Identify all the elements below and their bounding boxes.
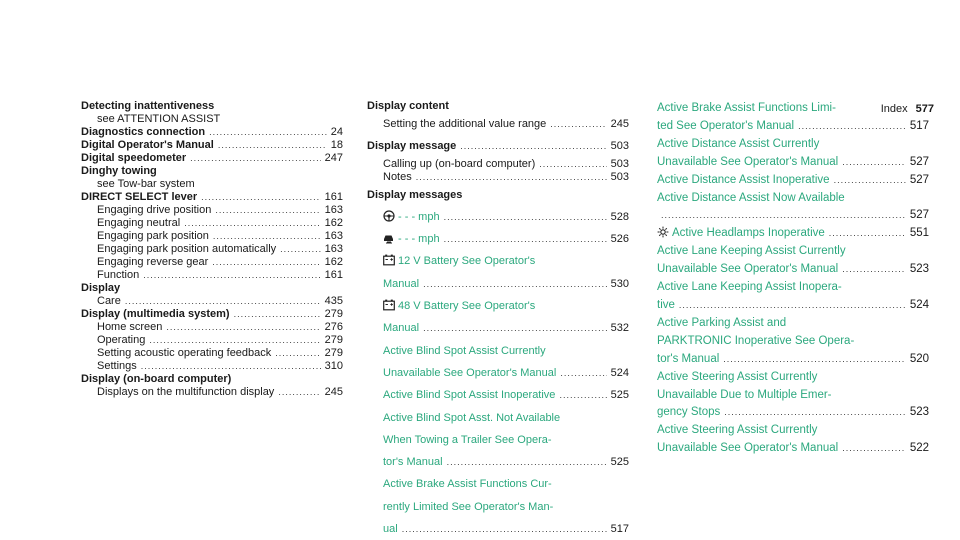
entry-link[interactable]: [657, 190, 845, 208]
entry-link[interactable]: [657, 118, 794, 136]
page-reference: 526: [610, 233, 629, 246]
entry-label: see Tow-bar system: [97, 178, 195, 190]
page-reference: 517: [610, 523, 629, 536]
entry-label: Setting the additional value range: [383, 118, 547, 130]
entry-label: When Towing a Trailer See Opera-: [383, 433, 552, 446]
entry-label: Unavailable Due to Multiple Emer-: [657, 388, 832, 401]
dot-leader: [234, 308, 321, 321]
entry-label: Active Blind Spot Asst. Not Available: [383, 411, 561, 424]
index-entry-setting-the-additional-value-range: [367, 113, 629, 135]
index-entry-12-v-battery-see-operator-s[interactable]: [367, 250, 629, 272]
entry-label: Active Lane Keeping Assist Inopera-: [657, 281, 842, 294]
index-entry-digital-speedometer: [81, 152, 343, 165]
entry-text: [367, 135, 456, 157]
index-entry-setting-acoustic-operating-feedback: [81, 347, 343, 360]
entry-label: gency Stops: [657, 406, 721, 419]
dot-leader: [447, 451, 607, 473]
page-reference: 245: [610, 118, 629, 130]
index-entry-display-message: [367, 135, 629, 157]
page-reference: 527: [909, 173, 929, 186]
entry-label: Manual: [383, 322, 420, 335]
dot-leader: [550, 113, 606, 135]
entry-link[interactable]: [383, 295, 535, 317]
page-reference: 520: [909, 352, 929, 365]
page-reference: 532: [610, 322, 629, 335]
entry-label: Unavailable See Operator's Manual: [657, 442, 839, 455]
page-reference: 525: [610, 389, 629, 402]
page-reference: 279: [324, 347, 343, 359]
index-entry-function: [81, 269, 343, 282]
dot-leader: [166, 321, 320, 334]
dot-leader: [834, 172, 906, 190]
entry-link[interactable]: [383, 340, 546, 362]
index-entry-engaging-reverse-gear: [81, 256, 343, 269]
entry-label: Unavailable See Operator's Manual: [383, 366, 557, 379]
entry-label: Diagnostics connection: [81, 126, 206, 138]
index-column-2: [367, 100, 629, 540]
headlamp-icon: [657, 226, 669, 238]
dot-leader: [842, 440, 906, 458]
dot-leader: [141, 360, 321, 373]
entry-link[interactable]: [657, 297, 675, 315]
entry-label: Engaging reverse gear: [97, 256, 209, 268]
battery-icon: [383, 297, 395, 309]
page-reference: 310: [324, 360, 343, 372]
dot-leader: [215, 204, 320, 217]
entry-text: [81, 152, 186, 165]
dot-leader: [416, 171, 607, 184]
entry-label: Displays on the multifunction display: [97, 386, 275, 398]
index-entry-ual[interactable]: [367, 518, 629, 540]
entry-text: [81, 165, 157, 178]
entry-text: [97, 321, 162, 334]
entry-text: [97, 269, 139, 282]
entry-label: Detecting inattentiveness: [81, 100, 215, 112]
entry-label: Dinghy towing: [81, 165, 157, 177]
index-entry-unavailable-see-operator-s-manual[interactable]: [367, 362, 629, 384]
entry-link[interactable]: [657, 172, 830, 190]
entry-text: [81, 126, 205, 139]
entry-label: Active Distance Assist Inoperative: [657, 173, 830, 186]
page-reference: 523: [909, 406, 929, 419]
entry-label: Active Headlamps Inoperative: [672, 227, 825, 240]
entry-link[interactable]: [383, 250, 535, 272]
page-reference: 517: [909, 119, 929, 132]
entry-text: [81, 373, 231, 386]
entry-label: Active Parking Assist and: [657, 316, 787, 329]
page-number: 577: [915, 103, 934, 115]
entry-link[interactable]: [657, 243, 846, 261]
index-entry-tive[interactable]: [657, 297, 929, 315]
entry-label: - - - mph: [398, 210, 440, 223]
steering-assist-icon: [383, 208, 395, 220]
entry-label: DIRECT SELECT lever: [81, 191, 198, 203]
entry-label: Unavailable See Operator's Manual: [657, 263, 839, 276]
index-entry-active-headlamps-inoperative[interactable]: [657, 225, 929, 243]
page-reference: 503: [610, 140, 629, 153]
entry-link[interactable]: [657, 369, 817, 387]
dot-leader: [213, 230, 321, 243]
entry-label: Active Brake Assist Functions Limi-: [657, 102, 836, 114]
index-entry-active-distance-assist-inoperative[interactable]: [657, 172, 929, 190]
distance-assist-icon: [383, 230, 395, 242]
entry-text: [97, 204, 211, 217]
dot-leader: [212, 256, 320, 269]
entry-link[interactable]: [657, 154, 838, 172]
index-entry-engaging-drive-position: [81, 204, 343, 217]
entry-label: Display (on-board computer): [81, 373, 232, 385]
dot-leader: [842, 154, 906, 172]
dot-leader: [444, 228, 607, 250]
dot-leader: [149, 334, 320, 347]
index-entry-display-content: [367, 100, 629, 113]
index-entry-active-distance-assist-currently[interactable]: [657, 136, 929, 154]
index-entry-parktronic-inoperative-see-opera[interactable]: [657, 333, 929, 351]
index-entry-blank: [657, 207, 929, 225]
page-reference: 163: [324, 204, 343, 216]
dot-leader: [842, 261, 906, 279]
entry-label: Display messages: [367, 188, 463, 201]
entry-link[interactable]: [383, 407, 560, 429]
page-reference: 279: [324, 334, 343, 346]
page-reference: 527: [909, 155, 929, 168]
index-entry-diagnostics-connection: [81, 126, 343, 139]
entry-text: [97, 386, 274, 399]
entry-label: rently Limited See Operator's Man-: [383, 500, 554, 513]
entry-label: PARKTRONIC Inoperative See Opera-: [657, 334, 855, 347]
entry-text: [97, 217, 180, 230]
entry-link[interactable]: [657, 351, 719, 369]
dot-leader: [125, 295, 321, 308]
entry-link[interactable]: [383, 317, 419, 339]
index-entry-mph[interactable]: [367, 228, 629, 250]
index-entry-operating: [81, 334, 343, 347]
index-entry-see-tow-bar-system: [81, 178, 343, 191]
index-entry-engaging-park-position-automatically: [81, 243, 343, 256]
index-entry-active-blind-spot-assist-inoperative[interactable]: [367, 384, 629, 406]
entry-text: [81, 308, 230, 321]
entry-link[interactable]: [383, 362, 556, 384]
dot-leader: [402, 518, 607, 540]
page-reference: 162: [324, 256, 343, 268]
dot-leader: [278, 386, 320, 399]
index-entry-gency-stops[interactable]: [657, 404, 929, 422]
index-entry-active-brake-assist-functions-cur[interactable]: [367, 473, 629, 495]
entry-label: 48 V Battery See Operator's: [398, 300, 536, 313]
page-reference: 523: [909, 263, 929, 276]
page-reference: 18: [330, 139, 343, 151]
page-reference: 503: [610, 170, 629, 183]
entry-label: Setting acoustic operating feedback: [97, 347, 272, 359]
index-entry-48-v-battery-see-operator-s[interactable]: [367, 295, 629, 317]
entry-label: Engaging drive position: [97, 204, 212, 216]
entry-text: [383, 113, 546, 135]
entry-text: [81, 100, 214, 113]
entry-label: Notes: [383, 170, 412, 183]
entry-label: Display message: [367, 140, 457, 153]
page-reference: 503: [610, 157, 629, 170]
page-reference: 24: [330, 126, 343, 138]
entry-text: [81, 282, 120, 295]
entry-link[interactable]: [383, 518, 398, 540]
index-entry-unavailable-due-to-multiple-emer[interactable]: [657, 387, 929, 405]
index-entry-active-distance-assist-now-available[interactable]: [657, 190, 929, 208]
entry-text: [383, 171, 412, 184]
index-entry-active-blind-spot-asst-not-available[interactable]: [367, 407, 629, 429]
index-entry-manual[interactable]: [367, 317, 629, 339]
index-entry-settings: [81, 360, 343, 373]
dot-leader: [444, 206, 607, 228]
index-entry-active-lane-keeping-assist-inopera[interactable]: [657, 279, 929, 297]
index-entry-display-multimedia-system: [81, 308, 343, 321]
entry-label: tive: [657, 298, 675, 311]
entry-link[interactable]: [657, 261, 838, 279]
index-entry-tor-s-manual[interactable]: [657, 351, 929, 369]
page-reference: 161: [324, 191, 343, 203]
page-reference: 163: [324, 230, 343, 242]
entry-label: see ATTENTION ASSIST: [97, 113, 221, 125]
entry-link[interactable]: [383, 451, 443, 473]
entry-link[interactable]: [383, 473, 552, 495]
entry-label: Active Brake Assist Functions Cur-: [383, 478, 552, 491]
dot-leader: [423, 273, 607, 295]
entry-link[interactable]: [657, 387, 832, 405]
page-reference: 551: [909, 227, 929, 240]
entry-label: Home screen: [97, 321, 163, 333]
index-entry-ted-see-operator-s-manual[interactable]: [657, 118, 929, 136]
entry-link[interactable]: [383, 273, 419, 295]
entry-label: Calling up (on-board computer): [383, 157, 536, 170]
entry-label: Care: [97, 295, 121, 307]
dot-leader: [724, 404, 906, 422]
index-entry-active-parking-assist-and[interactable]: [657, 315, 929, 333]
index-entry-rently-limited-see-operator-s-man[interactable]: [367, 496, 629, 518]
dot-leader: [423, 317, 607, 339]
index-entry-active-steering-assist-currently[interactable]: [657, 422, 929, 440]
entry-text: [97, 347, 271, 360]
entry-label: Active Steering Assist Currently: [657, 424, 818, 437]
entry-text: [97, 360, 137, 373]
index-entry-display-on-board-computer: [81, 373, 343, 386]
dot-leader: [184, 217, 320, 230]
dot-leader: [275, 347, 320, 360]
index-entry-display: [81, 282, 343, 295]
page-reference: 522: [909, 442, 929, 455]
entry-text: [97, 230, 209, 243]
index-entry-calling-up-on-board-computer: [367, 158, 629, 171]
entry-label: Display (multimedia system): [81, 308, 230, 320]
entry-label: ted See Operator's Manual: [657, 119, 795, 132]
index-entry-active-blind-spot-assist-currently[interactable]: [367, 340, 629, 362]
index-entry-active-steering-assist-currently[interactable]: [657, 369, 929, 387]
index-entry-engaging-park-position: [81, 230, 343, 243]
page-reference: 525: [610, 456, 629, 469]
page-reference: 276: [324, 321, 343, 333]
entry-label: Operating: [97, 334, 146, 346]
entry-label: Active Lane Keeping Assist Currently: [657, 245, 846, 258]
entry-link[interactable]: [383, 228, 440, 250]
page-reference: 247: [324, 152, 343, 164]
entry-label: - - - mph: [398, 233, 440, 246]
index-column-3: [657, 100, 929, 458]
index-entry-unavailable-see-operator-s-manual[interactable]: [657, 440, 929, 458]
dot-leader: [190, 152, 321, 165]
index-entry-care: [81, 295, 343, 308]
page-reference: 524: [610, 366, 629, 379]
page-reference: 245: [324, 386, 343, 398]
entry-text: [81, 191, 197, 204]
battery-icon: [383, 252, 395, 264]
page-reference: 530: [610, 277, 629, 290]
index-entry-manual[interactable]: [367, 273, 629, 295]
entry-link[interactable]: [383, 384, 555, 406]
dot-leader: [209, 126, 327, 139]
entry-label: Active Blind Spot Assist Inoperative: [383, 389, 556, 402]
dot-leader: [280, 243, 320, 256]
dot-leader: [723, 351, 906, 369]
entry-text: [383, 158, 535, 171]
entry-link[interactable]: [657, 315, 786, 333]
index-entry-active-brake-assist-functions-limi[interactable]: [657, 100, 929, 118]
entry-link[interactable]: [383, 429, 552, 451]
entry-text: [81, 139, 214, 152]
index-entry-engaging-neutral: [81, 217, 343, 230]
index-entry-home-screen: [81, 321, 343, 334]
section-title: Index: [880, 103, 908, 115]
entry-link[interactable]: [657, 136, 819, 154]
page-reference: 524: [909, 298, 929, 311]
entry-label: Display content: [367, 100, 449, 112]
entry-label: Unavailable See Operator's Manual: [657, 155, 839, 168]
index-entry-active-lane-keeping-assist-currently[interactable]: [657, 243, 929, 261]
index-entry-notes: [367, 171, 629, 184]
index-column-1: [81, 100, 343, 399]
entry-label: Settings: [97, 360, 137, 372]
dot-leader: [539, 158, 606, 171]
dot-leader: [201, 191, 321, 204]
entry-label: 12 V Battery See Operator's: [398, 255, 536, 268]
entry-label: Active Steering Assist Currently: [657, 370, 818, 383]
dot-leader: [798, 118, 906, 136]
entry-label: Engaging park position: [97, 230, 209, 242]
index-entry-unavailable-see-operator-s-manual[interactable]: [657, 154, 929, 172]
index-entry-display-messages: [367, 184, 629, 206]
entry-text: [97, 256, 208, 269]
entry-link[interactable]: [657, 422, 817, 440]
entry-link[interactable]: [657, 279, 842, 297]
entry-text: [367, 100, 449, 113]
entry-label: tor's Manual: [383, 456, 443, 469]
index-entry-see-attention-assist: [81, 113, 343, 126]
entry-link[interactable]: [657, 333, 854, 351]
entry-text: [97, 243, 276, 256]
index-entry-direct-select-lever: [81, 191, 343, 204]
entry-link[interactable]: [657, 100, 836, 118]
entry-link[interactable]: [657, 440, 838, 458]
page-reference: 527: [909, 209, 929, 222]
index-entry-unavailable-see-operator-s-manual[interactable]: [657, 261, 929, 279]
page-reference: 161: [324, 269, 343, 281]
index-entry-displays-on-the-multifunction-display: [81, 386, 343, 399]
entry-label: Display: [81, 282, 121, 294]
index-entry-detecting-inattentiveness: [81, 100, 343, 113]
entry-label: Function: [97, 269, 140, 281]
entry-label: Manual: [383, 277, 420, 290]
entry-text: [97, 334, 145, 347]
page-reference: 163: [324, 243, 343, 255]
dot-leader: [218, 139, 327, 152]
dot-leader: [560, 362, 606, 384]
index-entry-when-towing-a-trailer-see-opera[interactable]: [367, 429, 629, 451]
dot-leader: [679, 297, 906, 315]
entry-label: Active Distance Assist Now Available: [657, 191, 845, 204]
entry-label: Engaging neutral: [97, 217, 181, 229]
index-entry-tor-s-manual[interactable]: [367, 451, 629, 473]
entry-text: [97, 113, 220, 126]
index-entry-mph[interactable]: [367, 206, 629, 228]
page-reference: 528: [610, 210, 629, 223]
entry-label: ual: [383, 523, 398, 536]
index-entry-digital-operator-s-manual: [81, 139, 343, 152]
entry-label: Digital speedometer: [81, 152, 187, 164]
entry-text: [367, 184, 462, 206]
dot-leader: [460, 135, 606, 157]
page-reference: 435: [324, 295, 343, 307]
dot-leader: [143, 269, 320, 282]
entry-link[interactable]: [383, 206, 440, 228]
entry-link[interactable]: [383, 496, 553, 518]
entry-text: [97, 295, 121, 308]
entry-text: [97, 178, 195, 191]
page-reference: 279: [324, 308, 343, 320]
entry-link[interactable]: [657, 404, 720, 422]
dot-leader: [829, 225, 906, 243]
entry-label: Engaging park position automatically: [97, 243, 277, 255]
entry-link[interactable]: [657, 225, 825, 243]
entry-label: Digital Operator's Manual: [81, 139, 214, 151]
dot-leader: [559, 384, 606, 406]
entry-label: Active Distance Assist Currently: [657, 137, 820, 150]
index-entry-dinghy-towing: [81, 165, 343, 178]
entry-label: Active Blind Spot Assist Currently: [383, 344, 546, 357]
page-reference: 162: [324, 217, 343, 229]
dot-leader: [661, 207, 906, 225]
entry-label: tor's Manual: [657, 352, 720, 365]
